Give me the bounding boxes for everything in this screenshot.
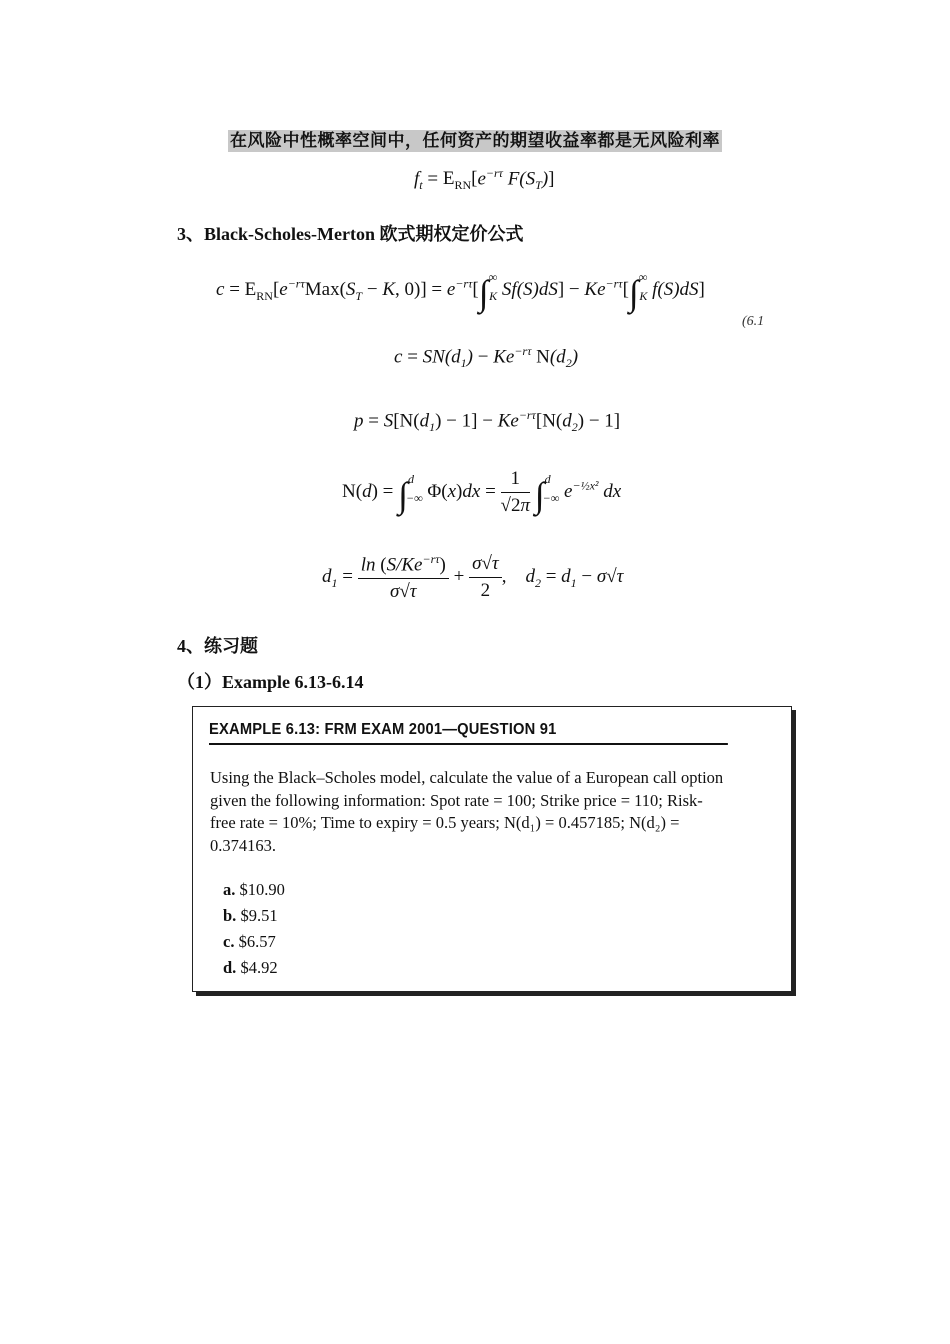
option-b: b. $9.51 [223,906,278,925]
equation-N: N(d) = ∫$^d_{-\infty}$ Φ(x)dx = $\frac{1}{√2\pi}$ ∫$^d_{-\infty}$ $e^{-\frac{1}{2}x^2}$ dx [342,468,622,516]
section-4-heading: 4、练习题 [177,636,258,656]
answer-options [223,877,285,981]
option-a: a. $10.90 [223,880,285,899]
subsection-1-heading: （1）Example 6.13-6.14 [177,672,364,692]
equation-c-expectation: $c = E_{RN}[e^{-r\tau}Max(S_T - K$, $0)] = e^{-r\tau}[\int^\infty_K$ $Sf(S)dS] - Ke^{-r\tau}[\int^\infty_K$ f(S)dS] [216,270,705,313]
equation-number: (6.1 [742,314,765,329]
example-box [192,706,792,992]
equation-p: $p = S[N(d_1) - 1] - Ke^{-r\tau}[N(d_2) - 1]$ [354,408,621,435]
equation-ft: $f_t = E_{RN}[e^{-r\tau}$ $F(S_T)$] [414,166,555,193]
example-line-4: 0.374163. [210,835,276,855]
example-title: EXAMPLE 6.13: FRM EXAM 2001—QUESTION 91 [209,721,728,745]
option-c: c. $6.57 [223,932,276,951]
example-body [210,767,772,857]
equation-d: $d_1$ = $\frac{\ln (S/Ke^{-r\tau})}{\sigma√\tau}$ + $\frac{\sigma√\tau}{2}$ , $d_2 = d_1 - \sigma√\tau$ [322,552,624,603]
equation-c: $c = SN(d_1) - Ke^{-r\tau}$ $N(d_2)$ [394,344,579,371]
example-nd2: N(d₂) = [629,813,680,832]
highlighted-statement [0,126,950,151]
option-d: d. $4.92 [223,958,278,977]
example-line-3a: free rate = 10%; Time to expiry = 0.5 years; [210,813,500,832]
example-line-1: Using the Black–Scholes model, calculate the value of a European call option [210,768,724,787]
example-nd1: N(d₁) = 0.457185; [504,813,625,832]
example-line-3 [210,812,772,835]
highlight-text: 在风险中性概率空间中，任何资产的期望收益率都是无风险利率 [230,131,720,151]
section-3-heading: 3、Black-Scholes-Merton 欧式期权定价公式 [177,224,524,244]
example-line-2: given the following information: Spot rate = 100; Strike price = 110; Risk- [210,790,703,810]
